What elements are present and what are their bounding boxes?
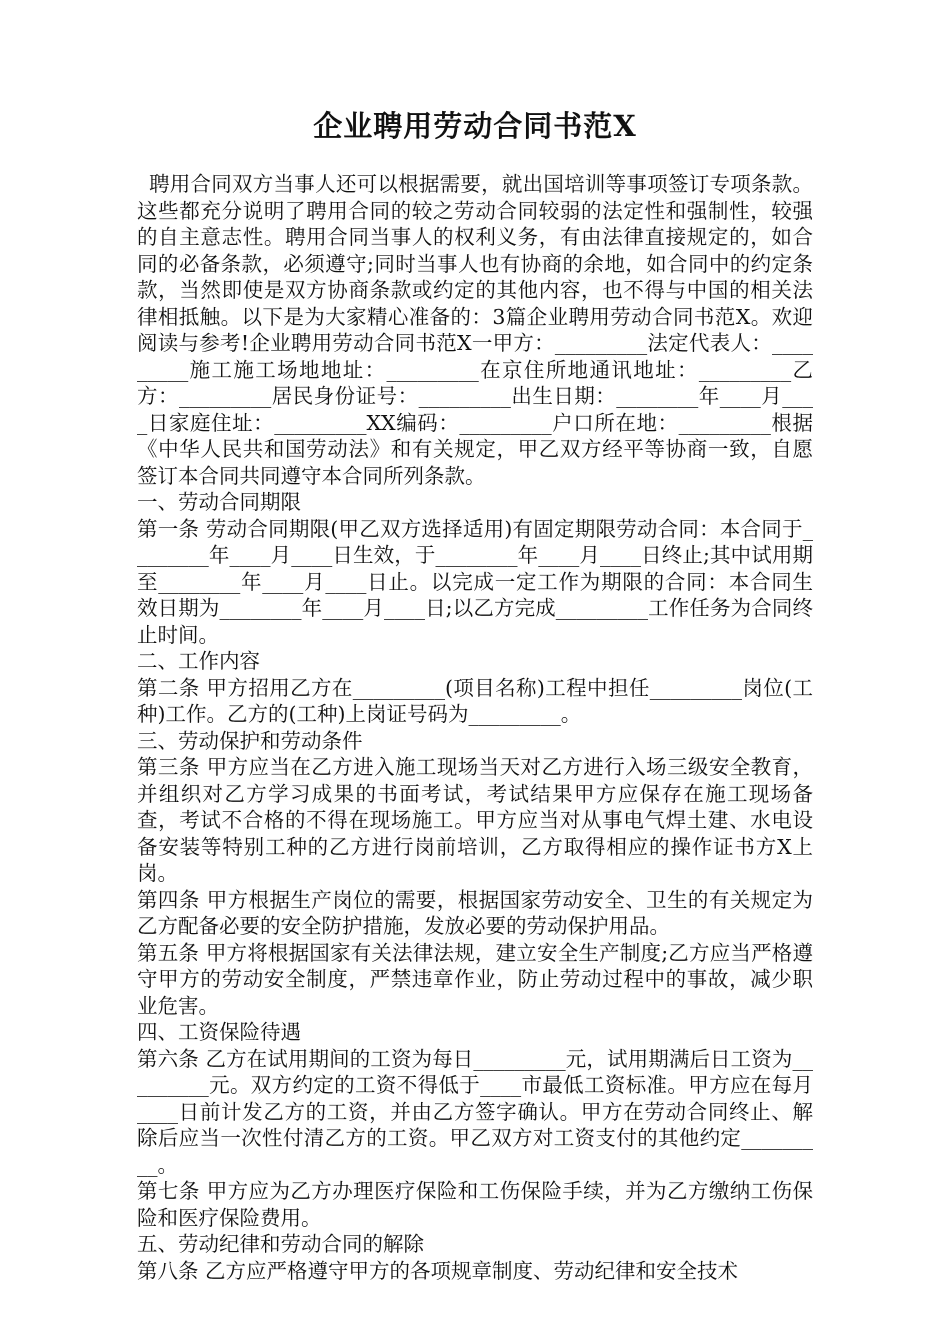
document-page bbox=[137, 0, 813, 1284]
article-7: 第七条 甲方应为乙方办理医疗保险和工伤保险手续，并为乙方缴纳工伤保险和医疗保险费用。 bbox=[137, 1179, 813, 1230]
section-heading-4: 四、工资保险待遇 bbox=[137, 1020, 301, 1044]
article-3: 第三条 甲方应当在乙方进入施工现场当天对乙方进行入场三级安全教育，并组织对乙方学习成果的书面考试，考试结果甲方应保存在施工现场备查，考试不合格的不得在现场施工。甲方应当对从事电气焊土建、水电设备安装等特别工种的乙方进行岗前培训，乙方取得相应的操作证书方X上岗。 bbox=[137, 755, 813, 885]
article-1: 第一条 劳动合同期限(甲乙双方选择适用)有固定期限劳动合同：本合同于________年____月____日生效，于________年____月____日终止;其中试用期至________年____月____日止。以完成一定工作为期限的合同：本合同生效日期为________年____月____日;以乙方完成_________工作任务为合同终止时间。 bbox=[137, 516, 813, 647]
article-4: 第四条 甲方根据生产岗位的需要，根据国家劳动安全、卫生的有关规定为乙方配备必要的安全防护措施，发放必要的劳动保护用品。 bbox=[137, 887, 813, 938]
section-heading-1: 一、劳动合同期限 bbox=[137, 490, 301, 514]
section-heading-3: 三、劳动保护和劳动条件 bbox=[137, 728, 363, 753]
intro-paragraph: 聘用合同双方当事人还可以根据需要，就出国培训等事项签订专项条款。这些都充分说明了聘用合同的较之劳动合同较弱的法定性和强制性，较强的自主意志性。聘用合同当事人的权利义务，有由法律直接规定的，如合同的必备条款，必须遵守;同时当事人也有协商的余地，如合同中的约定条款，当然即使是双方协商条款或约定的其他内容，也不得与中国的相关法律相抵触。以下是为大家精心准备的：3篇企业聘用劳动合同书范X。欢迎阅读与参考!企业聘用劳动合同书范X一甲方：_________法定代表人：_________施工施工场地地址：_________在京住所地通讯地址：_________乙方：_________居民身份证号：_________出生日期：________年____月____日家庭住址：_________XX编码：_________户口所在地：_________根据《中华人民共和国劳动法》和有关规定，甲乙双方经平等协商一致，自愿签订本合同共同遵守本合同所列条款。 bbox=[137, 172, 813, 488]
article-5: 第五条 甲方将根据国家有关法律法规，建立安全生产制度;乙方应当严格遵守甲方的劳动安全制度，严禁违章作业，防止劳动过程中的事故，减少职业危害。 bbox=[137, 940, 813, 1018]
document-body bbox=[137, 171, 813, 1284]
article-2: 第二条 甲方招用乙方在_________(项目名称)工程中担任_________岗位(工种)工作。乙方的(工种)上岗证号码为_________。 bbox=[137, 675, 813, 726]
section-heading-5: 五、劳动纪律和劳动合同的解除 bbox=[137, 1232, 424, 1256]
document-title: 企业聘用劳动合同书范X bbox=[313, 109, 637, 143]
article-8: 第八条 乙方应严格遵守甲方的各项规章制度、劳动纪律和安全技术 bbox=[137, 1258, 739, 1283]
section-heading-2: 二、工作内容 bbox=[137, 649, 260, 673]
article-6: 第六条 乙方在试用期间的工资为每日_________元，试用期满后日工资为_________元。双方约定的工资不得低于____市最低工资标准。甲方应在每月____日前计发乙方的工资，并由乙方签字确认。甲方在劳动合同终止、解除后应当一次性付清乙方的工资。甲乙双方对工资支付的其他约定_________。 bbox=[137, 1046, 813, 1177]
